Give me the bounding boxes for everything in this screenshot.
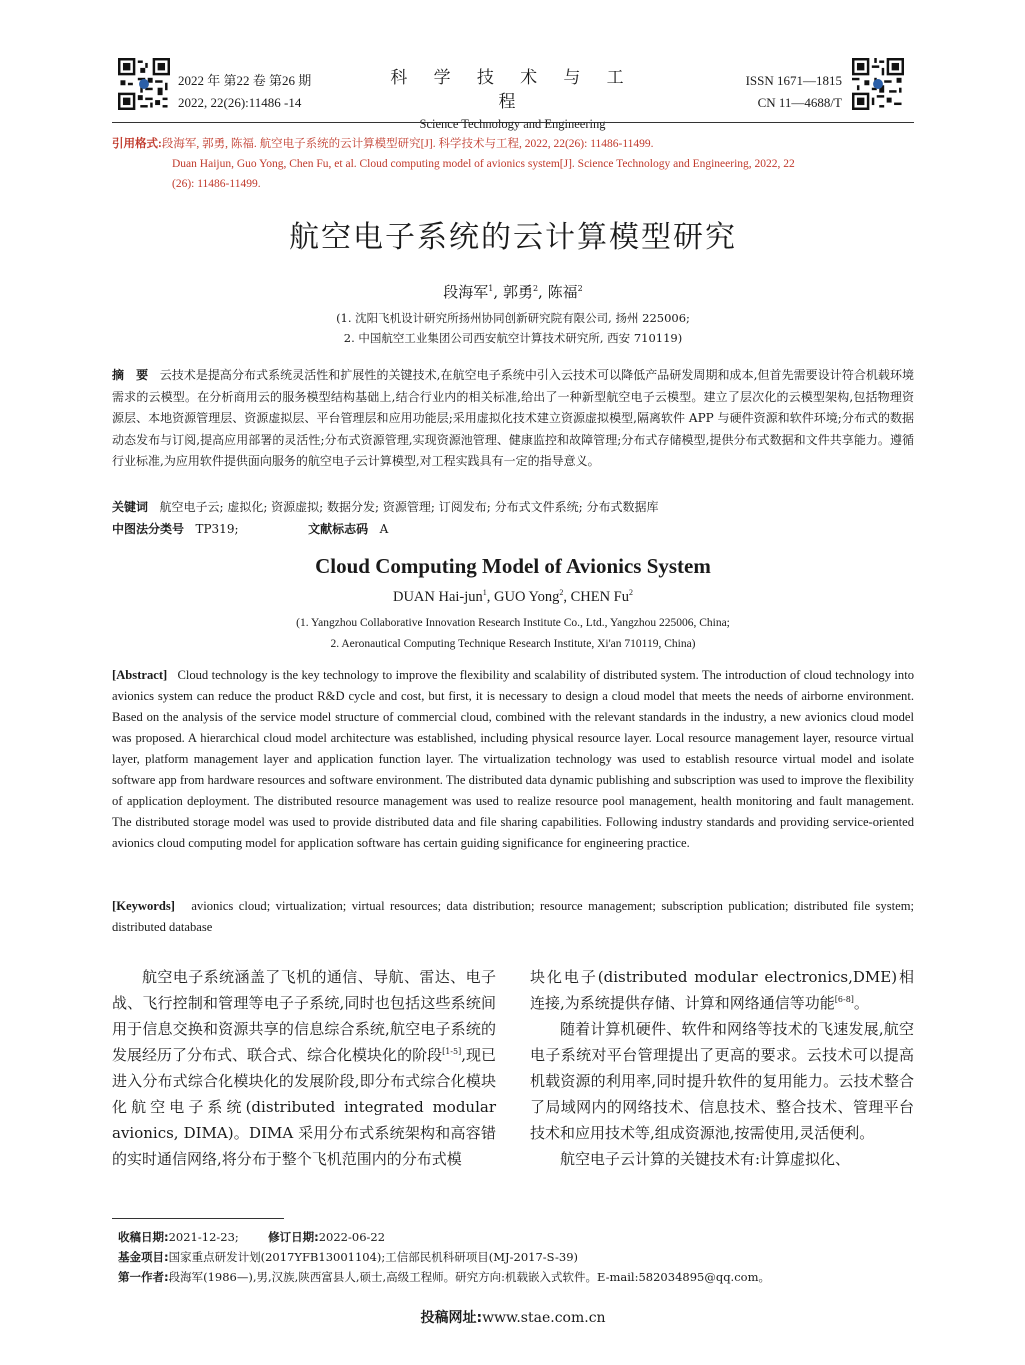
body-paragraph: 随着计算机硬件、软件和网络等技术的飞速发展,航空电子系统对平台管理提出了更高的要求。云技术可以提高机载资源的利用率,同时提升软件的复用能力。云技术整合了局域网内的网络技术、信息技术、整合技术、管理平台技术和应用技术等,组成资源池,按需使用,灵活便利。: [530, 1020, 914, 1142]
author-en-1-affil: 1: [482, 588, 487, 598]
cn-number: CN 11—4688/T: [757, 95, 842, 110]
affiliation-cn-2: 2. 中国航空工业集团公司西安航空计算技术研究所, 西安 710119): [343, 331, 683, 345]
affiliation-en-2: 2. Aeronautical Computing Technique Research Institute, Xi'an 710119, China): [330, 638, 696, 650]
issue-info: [178, 70, 311, 114]
author-1: 段海军: [443, 283, 489, 301]
body-text: 块化电子(distributed modular electronics,DME)相连接,为系统提供存储、计算和网络通信等功能: [530, 968, 914, 1012]
abstract-cn-label: 摘 要: [112, 368, 149, 382]
citation-en-1: Duan Haijun, Guo Yong, Chen Fu, et al. Cloud computing model of avionics system[J]. Science Technology and Engineering, 2022, 22: [172, 158, 795, 170]
doc-code-label: 文献标志码: [308, 522, 369, 536]
author-en-1: DUAN Hai-jun: [392, 589, 483, 605]
footnote-dates: [118, 1227, 385, 1247]
citation-label: 引用格式:: [112, 138, 162, 150]
author-1-affil: 1: [488, 284, 494, 293]
body-text: 。: [853, 994, 869, 1012]
body-column-left: [112, 964, 496, 1172]
qr-code-left: [118, 58, 170, 110]
abstract-en: [112, 665, 914, 854]
issue-number: 2022, 22(26):11486 -14: [178, 95, 302, 110]
reference-mark: [1-5]: [442, 1047, 462, 1056]
author-3-affil: 2: [577, 284, 583, 293]
header-rule: [112, 122, 914, 123]
affiliation-cn-1: (1. 沈阳飞机设计研究所扬州协同创新研究院有限公司, 扬州 225006;: [336, 311, 690, 325]
issn-info: [690, 70, 842, 114]
revised-date: 2022-06-22: [318, 1230, 386, 1244]
author-2: 郭勇: [502, 283, 533, 301]
first-author-label: 第一作者:: [118, 1270, 169, 1284]
affiliations-en: [112, 613, 914, 655]
journal-name-cn: 科 学 技 术 与 工 程: [390, 68, 635, 111]
abstract-en-label: [Abstract]: [112, 668, 168, 682]
footnote-author: [118, 1267, 770, 1287]
classification-cn: [112, 519, 914, 541]
revised-label: 修订日期:: [268, 1230, 319, 1244]
abstract-cn-text: 云技术是提高分布式系统灵活性和扩展性的关键技术,在航空电子系统中引入云技术可以降低产品研发周期和成本,但首先需要设计符合机载环境需求的云模型。在分析商用云的服务模型结构基础上,结合行业内的相关标准,给出了一种新型航空电子云模型。建立了层次化的云模型架构,包括物理资源层、本地资源管理层、资源虚拟层、平台管理层和应用功能层;采用虚拟化技术建立资源虚拟模型,隔离软件 APP 与硬件资源和软件环境;分布式的数据动态发布与订阅,提高应用部署的灵活性;分布式资源管理,实现资源池管理、健康监控和故障管理;分布式存储模型,提供分布式数据和文件共享能力。遵循行业标准,为应用软件提供面向服务的航空电子云计算模型,对工程实践具有一定的指导意义。: [112, 368, 914, 468]
keywords-cn-text: 航空电子云; 虚拟化; 资源虚拟; 数据分发; 资源管理; 订阅发布; 分布式文件系统; 分布式数据库: [159, 500, 659, 514]
body-text: 航空电子系统涵盖了飞机的通信、导航、雷达、电子战、飞行控制和管理等电子子系统,同时也包括这些系统间用于信息交换和资源共享的信息综合系统,航空电子系统的发展经历了分布式、联合式、综合化模块化的阶段: [112, 968, 496, 1064]
keywords-cn-label: 关键词: [112, 500, 149, 514]
author-en-2-affil: 2: [559, 588, 564, 598]
journal-name-en: Science Technology and Engineering: [419, 117, 606, 131]
journal-name: [380, 66, 645, 134]
author-en-3-affil: 2: [629, 588, 633, 598]
keywords-cn: [112, 497, 914, 519]
affiliations-cn: [112, 308, 914, 348]
authors-en: DUAN Hai-jun$^1$, GUO Yong$^2$, CHEN Fu$^2$: [392, 588, 633, 605]
citation-cn: 段海军, 郭勇, 陈福. 航空电子系统的云计算模型研究[J]. 科学技术与工程, 2022, 22(26): 11486-11499.: [161, 138, 654, 150]
issn: ISSN 1671—1815: [745, 73, 842, 88]
submission-site: [112, 1307, 914, 1327]
author-en-3: CHEN Fu: [570, 589, 629, 605]
body-paragraph: 航空电子云计算的关键技术有:计算虚拟化、: [560, 1150, 851, 1168]
body-paragraph: [530, 964, 914, 1016]
qr-code-right: [852, 58, 904, 110]
authors-cn: 段海军$^1$, 郭勇$^2$, 陈福$^2$: [443, 283, 583, 301]
clc-value: TP319;: [195, 522, 239, 536]
author-2-affil: 2: [532, 284, 539, 293]
body-paragraph: [112, 964, 496, 1172]
doc-code-value: A: [379, 522, 389, 536]
body-column-right: [530, 964, 914, 1172]
footnote-rule: [112, 1218, 284, 1219]
author-3: 陈福: [547, 283, 578, 301]
fund-text: 国家重点研发计划(2017YFB13001104);工信部民机科研项目(MJ-2017-S-39): [168, 1250, 578, 1264]
page-title-cn: 航空电子系统的云计算模型研究: [289, 220, 737, 255]
body-text: ,现已进入分布式综合化模块化的发展阶段,即分布式综合化模块化航空电子系统(distributed integrated modular avionics, DIMA)。DIMA 采用分布式系统架构和高容错的实时通信网络,将分布于整个飞机范围内的分布式模: [112, 1046, 496, 1168]
abstract-en-text: Cloud technology is the key technology to improve the flexibility and scalability of distributed system. The introduction of cloud technology into avionics system can reduce the product R&D cycle and cost, but first, it is necessary to design a cloud model that meets the needs of airborne environment. Based on the analysis of the service model structure of commercial cloud, combined with the relevant standards in the industry, a new avionics cloud model was proposed. A hierarchical cloud model architecture was established, including physical resource layer. Local resource management layer, resource virtual layer, platform management layer and application function layer. The virtualization technology was used to establish resource virtual model and isolate software app from hardware resources and software environment. The distributed data dynamic publishing and subscription was used to improve the flexibility of application deployment. The distributed resource management was used to realize resource pool management, health monitoring and fault management. The distributed storage model was used to provide distributed data and file sharing capabilities. Following industry standards and providing service-oriented avionics cloud computing model for application software has certain guiding significance for engineering practice.: [112, 668, 915, 850]
fund-label: 基金项目:: [118, 1250, 169, 1264]
citation-block: [112, 134, 914, 194]
keywords-en-text: avionics cloud; virtualization; virtual resources; data distribution; resource management; subscription publication; distributed file system; distributed database: [112, 899, 914, 934]
issue-cn: 2022 年 第22 卷 第26 期: [178, 73, 312, 88]
abstract-cn: [112, 365, 914, 473]
keywords-en-label: [Keywords]: [112, 899, 175, 913]
received-label: 收稿日期:: [118, 1230, 169, 1244]
page-title-en: Cloud Computing Model of Avionics System: [315, 554, 711, 578]
keywords-en: [112, 896, 914, 938]
site-url[interactable]: www.stae.com.cn: [482, 1310, 606, 1326]
received-date: 2021-12-23;: [168, 1230, 239, 1244]
reference-mark: [6-8]: [834, 995, 854, 1004]
affiliation-en-1: (1. Yangzhou Collaborative Innovation Research Institute Co., Ltd., Yangzhou 225006, China;: [296, 617, 730, 629]
first-author-text: 段海军(1986—),男,汉族,陕西富县人,硕士,高级工程师。研究方向:机载嵌入式软件。E-mail:582034895@qq.com。: [168, 1270, 770, 1284]
clc-label: 中图法分类号: [112, 522, 185, 536]
citation-en-2: (26): 11486-11499.: [172, 178, 261, 190]
site-label: 投稿网址:: [420, 1310, 483, 1326]
author-en-2: GUO Yong: [494, 589, 560, 605]
footnote-fund: [118, 1247, 578, 1267]
